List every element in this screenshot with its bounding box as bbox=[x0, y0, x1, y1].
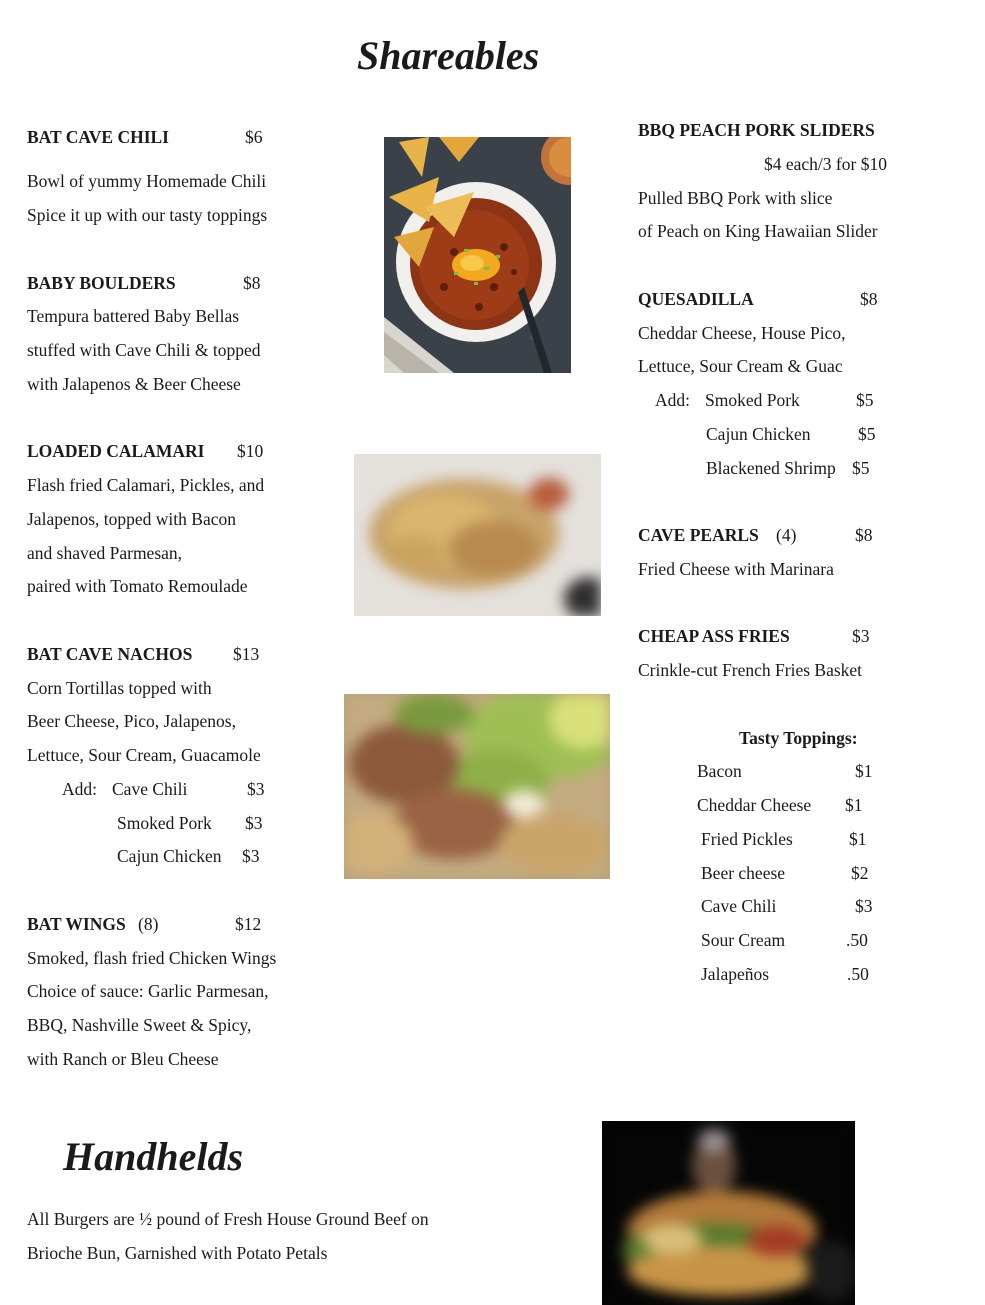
topping-name: Cheddar Cheese bbox=[697, 795, 812, 815]
item-description: Beer Cheese, Pico, Jalapenos, bbox=[27, 711, 236, 731]
addon-name: Cajun Chicken bbox=[117, 846, 222, 866]
item-description: Lettuce, Sour Cream, Guacamole bbox=[27, 745, 261, 765]
topping-price: $3 bbox=[855, 896, 873, 916]
addon-name: Smoked Pork bbox=[705, 390, 800, 410]
topping-name: Sour Cream bbox=[701, 930, 786, 950]
item-price: $8 bbox=[860, 289, 878, 309]
addon-price: $5 bbox=[852, 458, 870, 478]
item-description: with Jalapenos & Beer Cheese bbox=[27, 374, 241, 394]
burger-photo bbox=[602, 1121, 855, 1305]
calamari-photo bbox=[354, 454, 601, 616]
item-name: LOADED CALAMARI bbox=[27, 441, 205, 461]
item-price: $8 bbox=[243, 273, 261, 293]
item-description: stuffed with Cave Chili & topped bbox=[27, 340, 261, 360]
nachos-illustration bbox=[344, 694, 610, 879]
item-description: Tempura battered Baby Bellas bbox=[27, 306, 240, 326]
item-description: Jalapenos, topped with Bacon bbox=[27, 509, 236, 529]
chili-bowl-photo bbox=[384, 137, 571, 373]
item-description: Pulled BBQ Pork with slice bbox=[638, 188, 833, 208]
item-description: with Ranch or Bleu Cheese bbox=[27, 1049, 219, 1069]
topping-price: $1 bbox=[855, 761, 873, 781]
item-name: CAVE PEARLS bbox=[638, 525, 759, 545]
addon-price: $5 bbox=[858, 424, 876, 444]
topping-name: Cave Chili bbox=[701, 896, 777, 916]
addon-price: $5 bbox=[856, 390, 874, 410]
item-price: $3 bbox=[852, 626, 870, 646]
addon-price: $3 bbox=[247, 779, 265, 799]
addon-name: Cave Chili bbox=[112, 779, 188, 799]
addon-name: Smoked Pork bbox=[117, 813, 212, 833]
topping-name: Jalapeños bbox=[701, 964, 770, 984]
topping-name: Bacon bbox=[697, 761, 742, 781]
item-name: BABY BOULDERS bbox=[27, 273, 176, 293]
item-price: $13 bbox=[233, 644, 260, 664]
item-name: BAT CAVE CHILI bbox=[27, 127, 169, 147]
item-description: Spice it up with our tasty toppings bbox=[27, 205, 268, 225]
item-description: paired with Tomato Remoulade bbox=[27, 576, 248, 596]
item-description: Fried Cheese with Marinara bbox=[638, 559, 834, 579]
item-description: Smoked, flash fried Chicken Wings bbox=[27, 948, 277, 968]
item-name: BAT WINGS bbox=[27, 914, 126, 934]
item-price: $6 bbox=[245, 127, 263, 147]
item-description: and shaved Parmesan, bbox=[27, 543, 183, 563]
toppings-title: Tasty Toppings: bbox=[739, 728, 858, 748]
item-price: $12 bbox=[235, 914, 262, 934]
handhelds-description: All Burgers are ½ pound of Fresh House Ground Beef on bbox=[27, 1209, 429, 1229]
item-description: Bowl of yummy Homemade Chili bbox=[27, 171, 267, 191]
item-description: Cheddar Cheese, House Pico, bbox=[638, 323, 846, 343]
item-count: (4) bbox=[776, 525, 797, 545]
item-description: Lettuce, Sour Cream & Guac bbox=[638, 356, 843, 376]
item-price: $4 each/3 for $10 bbox=[764, 154, 887, 174]
shareables-heading: Shareables bbox=[357, 33, 540, 78]
item-description: BBQ, Nashville Sweet & Spicy, bbox=[27, 1015, 252, 1035]
addon-name: Cajun Chicken bbox=[706, 424, 811, 444]
handhelds-heading: Handhelds bbox=[63, 1134, 244, 1179]
topping-price: .50 bbox=[847, 964, 869, 984]
item-description: of Peach on King Hawaiian Slider bbox=[638, 221, 878, 241]
item-name: QUESADILLA bbox=[638, 289, 754, 309]
addon-price: $3 bbox=[245, 813, 263, 833]
topping-price: $2 bbox=[851, 863, 869, 883]
item-name: BBQ PEACH PORK SLIDERS bbox=[638, 120, 875, 140]
calamari-illustration bbox=[354, 454, 601, 616]
item-price: $8 bbox=[855, 525, 873, 545]
topping-price: $1 bbox=[849, 829, 867, 849]
item-description: Choice of sauce: Garlic Parmesan, bbox=[27, 981, 269, 1001]
chili-bowl-illustration bbox=[384, 137, 571, 373]
item-name: BAT CAVE NACHOS bbox=[27, 644, 193, 664]
item-description: Corn Tortillas topped with bbox=[27, 678, 212, 698]
item-description: Flash fried Calamari, Pickles, and bbox=[27, 475, 265, 495]
addon-name: Blackened Shrimp bbox=[706, 458, 836, 478]
addon-label: Add: bbox=[62, 779, 97, 799]
item-description: Crinkle-cut French Fries Basket bbox=[638, 660, 863, 680]
addon-label: Add: bbox=[655, 390, 690, 410]
handhelds-description: Brioche Bun, Garnished with Potato Petals bbox=[27, 1243, 328, 1263]
item-price: $10 bbox=[237, 441, 264, 461]
burger-illustration bbox=[602, 1121, 855, 1305]
nachos-photo bbox=[344, 694, 610, 879]
topping-name: Beer cheese bbox=[701, 863, 786, 883]
topping-price: $1 bbox=[845, 795, 863, 815]
addon-price: $3 bbox=[242, 846, 260, 866]
item-name: CHEAP ASS FRIES bbox=[638, 626, 790, 646]
item-count: (8) bbox=[138, 914, 159, 934]
topping-name: Fried Pickles bbox=[701, 829, 793, 849]
topping-price: .50 bbox=[846, 930, 868, 950]
